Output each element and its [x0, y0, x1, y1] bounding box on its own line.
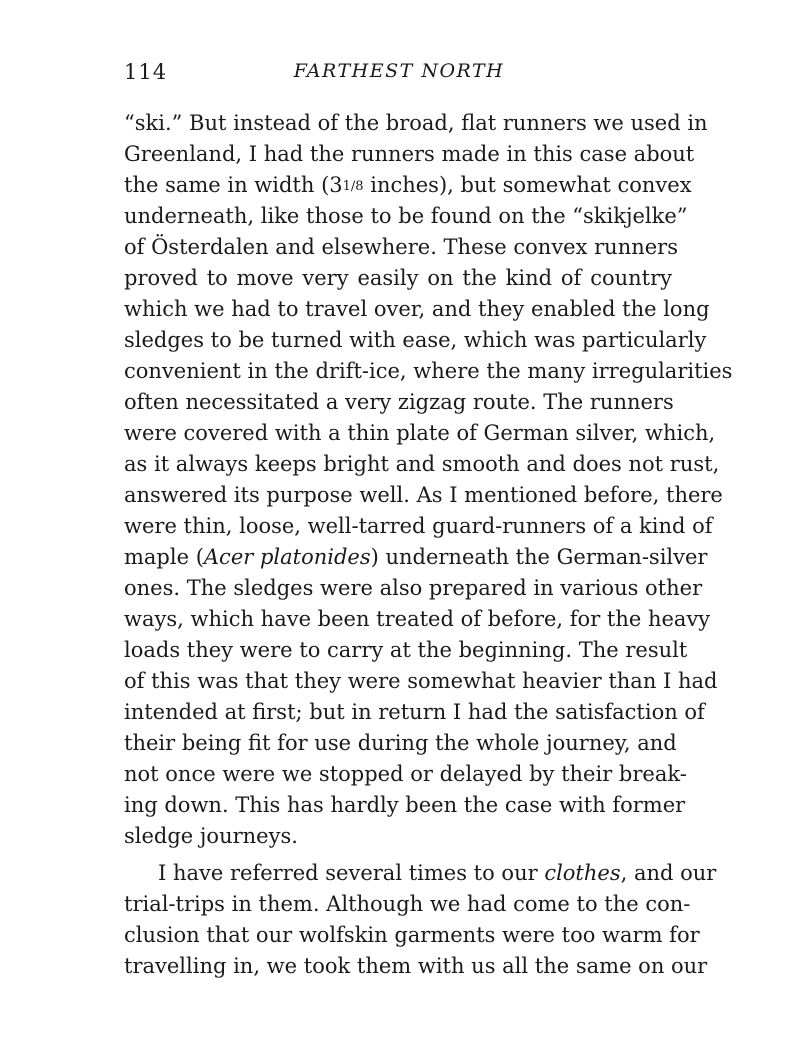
text-line: travelling in, we took them with us all the same on our — [124, 954, 708, 978]
text-line: often necessitated a very zigzag route. The runners — [124, 390, 674, 414]
text-line: of this was that they were somewhat heavier than I had — [124, 669, 718, 693]
fraction: 1/8 — [342, 179, 364, 194]
text-fragment: inches), but somewhat convex — [363, 173, 692, 197]
text-fragment: maple ( — [124, 545, 204, 569]
text-fragment: ) underneath the German-silver — [370, 545, 708, 569]
text-line: were covered with a thin plate of German silver, which, — [124, 421, 716, 445]
text-line: underneath, like those to be found on the “skikjelke” — [124, 204, 688, 228]
text-line: of Österdalen and elsewhere. These convex runners — [124, 235, 678, 259]
text-line: intended at first; but in return I had the satisfaction of — [124, 700, 705, 724]
text-line: loads they were to carry at the beginning. The result — [124, 638, 688, 662]
text-line: ways, which have been treated of before, for the heavy — [124, 607, 711, 631]
text-line: clusion that our wolfskin garments were too warm for — [124, 923, 700, 947]
italic-emphasis: clothes — [544, 861, 621, 885]
text-fragment: the same in width (3 — [124, 173, 343, 197]
running-title: FARTHEST NORTH — [293, 60, 505, 82]
page-number: 114 — [124, 60, 168, 84]
text-fragment: I have referred several times to our — [158, 861, 545, 885]
text-line: trial-trips in them. Although we had come to the con- — [124, 892, 691, 916]
text-line: ing down. This has hardly been the case with former — [124, 793, 686, 817]
text-line: “ski.” But instead of the broad, flat runners we used in — [124, 111, 708, 135]
text-fragment: , and our — [620, 861, 717, 885]
text-line: ones. The sledges were also prepared in various other — [124, 576, 703, 600]
text-line: were thin, loose, well-tarred guard-runners of a kind of — [124, 514, 713, 538]
paragraph-1 — [124, 108, 733, 852]
paragraph-2 — [124, 858, 717, 982]
text-line: proved to move very easily on the kind of country — [124, 266, 672, 290]
text-line: which we had to travel over, and they enabled the long — [124, 297, 710, 321]
text-line: sledges to be turned with ease, which was particularly — [124, 328, 707, 352]
text-line — [124, 542, 708, 573]
text-line: their being fit for use during the whole journey, and — [124, 731, 677, 755]
text-line: as it always keeps bright and smooth and does not rust, — [124, 452, 720, 476]
text-line: sledge journeys. — [124, 824, 298, 848]
text-line: answered its purpose well. As I mentioned before, there — [124, 483, 723, 507]
text-line — [124, 858, 717, 889]
text-line: convenient in the drift-ice, where the many irregularities — [124, 359, 733, 383]
body-text — [124, 108, 733, 982]
text-line: Greenland, I had the runners made in this case about — [124, 142, 695, 166]
text-line: not once were we stopped or delayed by their break- — [124, 762, 687, 786]
italic-species-name: Acer platonides — [203, 545, 371, 569]
page-header — [124, 60, 674, 90]
text-line — [124, 170, 692, 201]
